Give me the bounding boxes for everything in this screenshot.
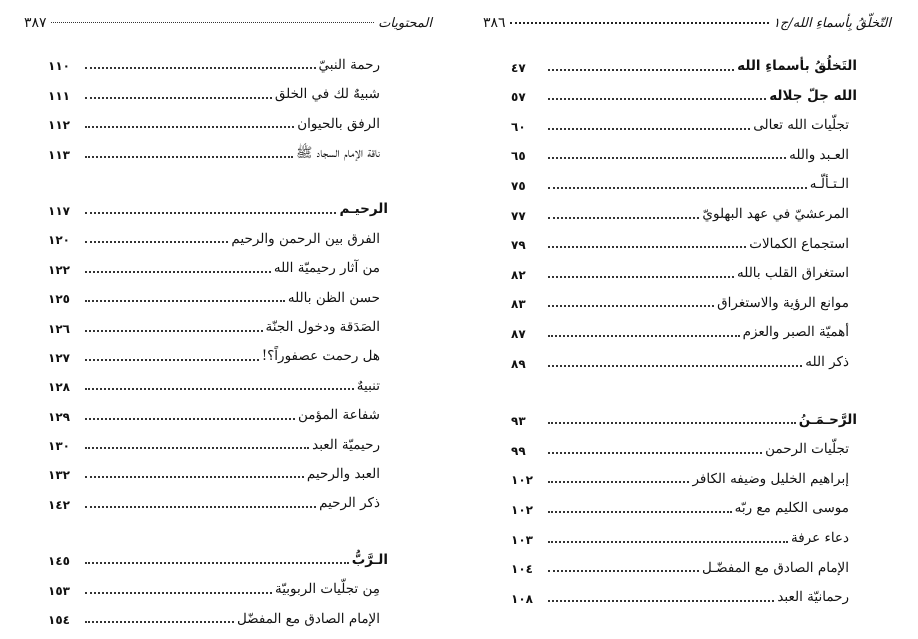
toc-entry[interactable]: [48, 599, 388, 628]
toc-entry-page-number: ٨٣: [511, 297, 526, 312]
left-page-header: [24, 12, 432, 34]
section-spacer: [511, 372, 857, 400]
dot-leader: [85, 592, 272, 594]
toc-entry-title: من آثار رحيميّة الله: [273, 260, 380, 277]
toc-entry-page-number: ١٤٥: [48, 554, 70, 569]
toc-entry-page-number: ١٢٧: [48, 350, 70, 365]
dot-leader: [548, 157, 786, 159]
dot-leader: [548, 246, 746, 248]
toc-entry-title: حسن الظن بالله: [287, 289, 380, 306]
dot-leader: [85, 562, 349, 564]
dot-leader: [548, 217, 699, 219]
toc-entry-title: الإمام الصادق مع المفضّل: [236, 610, 380, 627]
toc-entry-title: تجلّيات الرحمن: [765, 441, 849, 458]
toc-entry-page-number: ١٤٢: [48, 497, 70, 512]
dot-leader: [85, 271, 271, 273]
dot-leader: [548, 600, 774, 602]
dot-leader: [85, 388, 354, 390]
table-of-contents-right: [511, 46, 857, 607]
toc-entry-page-number: ١٠٤: [511, 562, 533, 577]
toc-entry[interactable]: [511, 429, 857, 459]
toc-entry[interactable]: [48, 569, 388, 598]
toc-entry[interactable]: [511, 253, 857, 283]
table-of-contents-left: [48, 45, 388, 628]
toc-entry-page-number: ١٠٢: [511, 473, 533, 488]
section-spacer: [48, 163, 388, 190]
toc-entry[interactable]: [48, 337, 388, 366]
toc-entry-title: رحيميّة العبد: [312, 436, 380, 453]
right-page-header: [483, 12, 891, 34]
dot-leader: [548, 69, 734, 71]
toc-entry-page-number: ٨٢: [511, 267, 526, 282]
dot-leader: [548, 276, 734, 278]
toc-entry[interactable]: [48, 133, 388, 162]
dot-leader: [548, 128, 750, 130]
toc-entry[interactable]: [511, 459, 857, 489]
toc-entry[interactable]: [48, 425, 388, 454]
toc-entry-title: رحمانيّة العبد: [777, 589, 849, 606]
toc-entry[interactable]: [48, 454, 388, 483]
dot-leader: [85, 67, 316, 69]
toc-entry[interactable]: [511, 488, 857, 518]
toc-section-heading[interactable]: [511, 46, 857, 76]
dot-leader: [548, 481, 689, 483]
dot-leader: [85, 621, 234, 623]
toc-entry-title: رحمة النبيّ: [318, 56, 380, 73]
toc-entry-page-number: ١٢٨: [48, 380, 70, 395]
toc-entry-title: ذكر الله: [805, 354, 849, 371]
dot-leader: [85, 241, 228, 243]
toc-entry[interactable]: [511, 135, 857, 165]
toc-entry[interactable]: [48, 219, 388, 248]
toc-section-heading[interactable]: [511, 76, 857, 106]
toc-entry[interactable]: [511, 224, 857, 254]
toc-entry-title: شفاعة المؤمن: [298, 407, 380, 424]
toc-entry[interactable]: [511, 164, 857, 194]
toc-entry-title: شبيهٌ لك في الخلق: [274, 86, 380, 103]
dot-leader: [548, 98, 766, 100]
toc-entry-page-number: ١٣٢: [48, 468, 70, 483]
toc-entry[interactable]: [48, 74, 388, 103]
toc-entry-title: الـتـألّـه: [809, 176, 849, 193]
toc-entry[interactable]: [511, 194, 857, 224]
toc-entry-page-number: ١٢٦: [48, 321, 70, 336]
toc-entry-title: ناقة الإمام السجاد ﷺ: [295, 145, 380, 162]
dot-leader: [85, 330, 263, 332]
toc-entry[interactable]: [48, 307, 388, 336]
toc-entry-title: دعاء عرفة: [790, 530, 849, 546]
toc-entry-title: الـرَّبُّ: [351, 551, 388, 568]
toc-entry[interactable]: [511, 105, 857, 135]
dot-leader: [548, 365, 802, 367]
dot-leader: [548, 305, 714, 307]
dot-leader: [548, 452, 762, 454]
toc-entry[interactable]: [48, 278, 388, 307]
toc-entry-page-number: ٧٥: [511, 178, 526, 193]
section-spacer: [48, 513, 388, 540]
toc-entry-page-number: ٤٧: [511, 60, 526, 75]
dot-leader: [548, 187, 807, 189]
dot-leader: [548, 422, 796, 424]
toc-entry[interactable]: [511, 518, 857, 548]
toc-entry-page-number: ١٢٩: [48, 409, 70, 424]
toc-entry[interactable]: [48, 483, 388, 512]
running-title: المحتويات: [378, 15, 432, 31]
toc-entry-title: مِن تجلّيات الربوبيّة: [274, 581, 380, 598]
toc-section-heading[interactable]: [511, 400, 857, 430]
toc-entry-page-number: ٨٩: [511, 356, 526, 371]
toc-entry-title: العـبد والله: [789, 146, 849, 163]
toc-section-heading[interactable]: [48, 540, 388, 569]
toc-entry-page-number: ١١٠: [48, 59, 70, 74]
toc-entry[interactable]: [48, 366, 388, 395]
dot-leader: [85, 476, 304, 478]
page-number: ٣٨٦: [483, 15, 506, 31]
toc-entry-page-number: ٧٩: [511, 238, 526, 253]
toc-entry-page-number: ٦٠: [511, 119, 526, 134]
toc-entry-page-number: ١٢٢: [48, 262, 70, 277]
toc-entry-page-number: ٩٩: [511, 443, 526, 458]
dot-leader: [85, 418, 295, 420]
dot-leader: [548, 570, 699, 572]
toc-entry-page-number: ١٠٨: [511, 591, 533, 606]
toc-entry-title: الإمام الصادق مع المفضّـل: [702, 559, 849, 576]
toc-entry-title: استغراق القلب بالله: [736, 265, 849, 282]
toc-entry[interactable]: [48, 104, 388, 133]
toc-entry-title: تجلّيات الله تعالى: [753, 117, 849, 134]
running-title: التّخلّقُ بِأسماءِ الله/ج١: [773, 15, 891, 31]
toc-entry-page-number: ١٥٤: [48, 613, 70, 628]
toc-entry-title: الفرق بين الرحمن والرحيم: [231, 230, 380, 247]
dot-leader: [548, 511, 732, 513]
toc-entry-title: استجماع الكمالات: [749, 235, 849, 252]
toc-entry-page-number: ١١٧: [48, 203, 70, 218]
dot-leader: [85, 126, 294, 128]
toc-entry-page-number: ١٥٣: [48, 583, 70, 598]
toc-entry-title: هل رحمت عصفوراً؟!: [261, 348, 380, 365]
toc-entry-title: الرفق بالحيوان: [297, 115, 380, 132]
right-page: [459, 0, 918, 639]
dot-leader: [85, 97, 272, 99]
toc-entry-title: العبد والرحيم: [306, 465, 380, 482]
toc-section-heading[interactable]: [48, 190, 388, 219]
toc-entry-title: أهميّة الصبر والعزم: [742, 324, 849, 341]
toc-entry-title: موسى الكليم مع ربّه: [734, 500, 849, 517]
toc-entry[interactable]: [48, 45, 388, 74]
toc-entry-page-number: ١٢٠: [48, 233, 70, 248]
toc-entry-title: الله جلّ جلاله: [769, 87, 857, 104]
toc-entry-title: ذكر الرحيم: [319, 495, 380, 512]
header-leader: [51, 12, 375, 23]
toc-entry-page-number: ١٠٣: [511, 532, 533, 547]
toc-entry[interactable]: [511, 312, 857, 342]
page-number: ٣٨٧: [24, 15, 47, 31]
toc-entry-page-number: ١٠٢: [511, 502, 533, 517]
toc-entry-page-number: ٦٥: [511, 149, 526, 164]
toc-entry-title: الرَّحـمَـنُ: [798, 411, 857, 428]
dot-leader: [85, 447, 309, 449]
toc-entry[interactable]: [511, 342, 857, 372]
toc-entry-title: المرعشيّ في عهد البهلويّ: [702, 206, 849, 223]
toc-entry-page-number: ٥٧: [511, 90, 526, 105]
toc-entry[interactable]: [511, 548, 857, 578]
toc-entry-title: موانع الرؤية والاستغراق: [717, 294, 849, 311]
toc-entry-page-number: ٩٣: [511, 414, 526, 429]
dot-leader: [548, 335, 740, 337]
toc-entry-title: إبراهيم الخليل وضيفه الكافر: [692, 470, 849, 487]
toc-entry-page-number: ١٢٥: [48, 292, 70, 307]
toc-entry[interactable]: [48, 395, 388, 424]
toc-entry-title: الرحيـم: [339, 201, 388, 218]
dot-leader: [85, 506, 316, 508]
dot-leader: [85, 212, 336, 214]
toc-entry-page-number: ١٣٠: [48, 439, 70, 454]
dot-leader: [548, 541, 788, 543]
toc-entry[interactable]: [48, 248, 388, 277]
header-leader: [510, 12, 769, 24]
toc-entry-page-number: ٧٧: [511, 208, 526, 223]
toc-entry[interactable]: [511, 577, 857, 607]
toc-entry-title: الصَدَقة ودخول الجنّة: [265, 319, 380, 336]
toc-entry-title: تنبيهٌ: [356, 377, 380, 394]
toc-entry-title: التَخلُقُ بأسماءِ الله: [737, 58, 857, 75]
toc-entry-page-number: ١١٣: [48, 147, 70, 162]
toc-entry-page-number: ١١١: [48, 88, 70, 103]
toc-entry-page-number: ٨٧: [511, 326, 526, 341]
dot-leader: [85, 156, 293, 158]
dot-leader: [85, 359, 259, 361]
dot-leader: [85, 300, 285, 302]
toc-entry[interactable]: [511, 283, 857, 313]
toc-entry-page-number: ١١٢: [48, 118, 70, 133]
